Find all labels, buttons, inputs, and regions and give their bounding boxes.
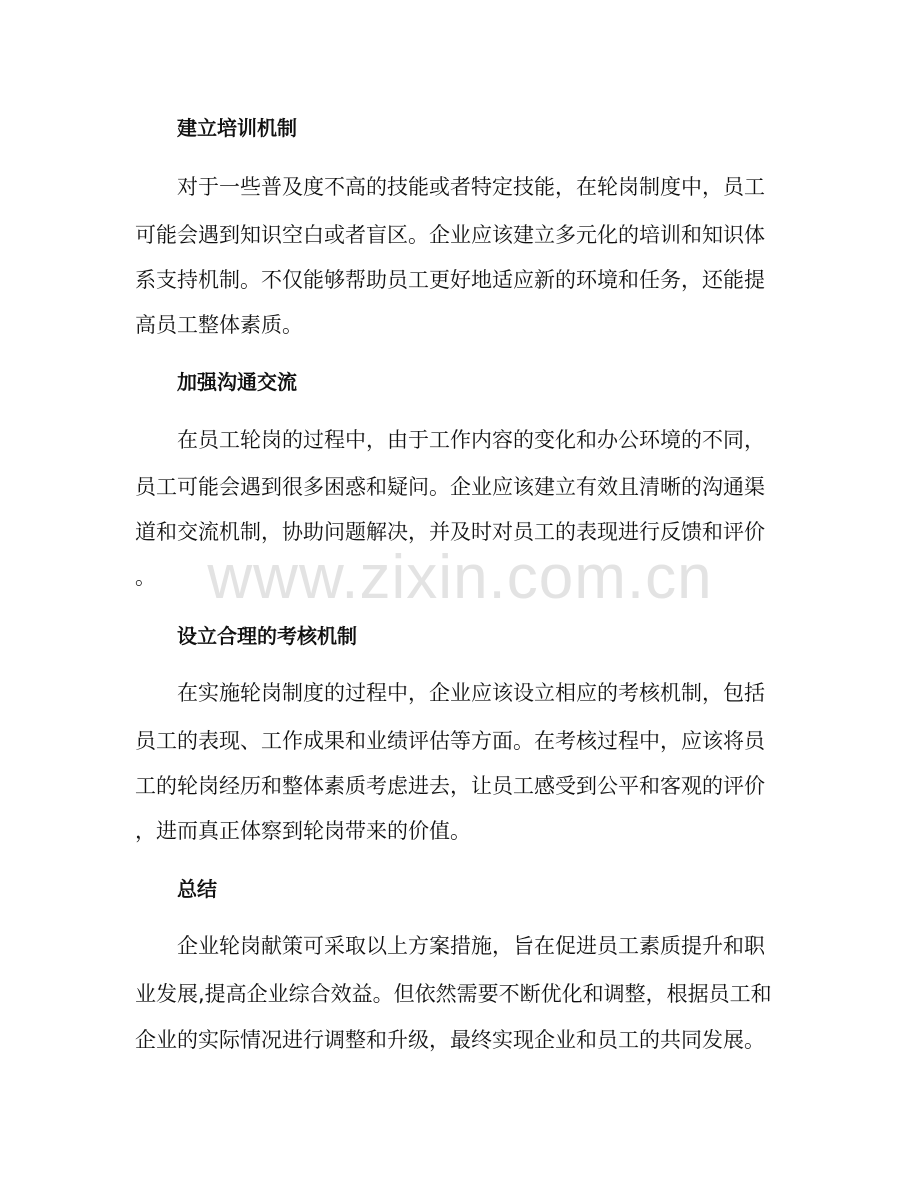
section-heading: 建立培训机制 (177, 116, 297, 140)
paragraph-line: 企业的实际情况进行调整和升级，最终实现企业和员工的共同发展。 (135, 1028, 765, 1052)
section-heading: 总结 (177, 877, 217, 901)
paragraph-line: 工的轮岗经历和整体素质考虑进去，让员工感受到公平和客观的评价 (135, 774, 765, 798)
paragraph-line: 可能会遇到知识空白或者盲区。企业应该建立多元化的培训和知识体 (135, 223, 765, 247)
paragraph-line: 高员工整体素质。 (135, 313, 303, 337)
section-heading: 加强沟通交流 (177, 370, 297, 394)
paragraph-line: 员工的表现、工作成果和业绩评估等方面。在考核过程中，应该将员 (135, 729, 765, 753)
paragraph-line: 系支持机制。不仅能够帮助员工更好地适应新的环境和任务，还能提 (135, 268, 765, 292)
paragraph-line: 员工可能会遇到很多困惑和疑问。企业应该建立有效且清晰的沟通渠 (135, 475, 765, 499)
paragraph-line: 道和交流机制，协助问题解决，并及时对员工的表现进行反馈和评价 (135, 520, 765, 544)
paragraph-line: 在员工轮岗的过程中，由于工作内容的变化和办公环境的不同， (177, 428, 765, 452)
watermark: www.zixin.com.cn (207, 543, 713, 612)
paragraph-line: 企业轮岗献策可采取以上方案措施，旨在促进员工素质提升和职 (177, 934, 765, 958)
paragraph-line: 对于一些普及度不高的技能或者特定技能，在轮岗制度中，员工 (177, 175, 765, 199)
section-heading: 设立合理的考核机制 (177, 624, 357, 648)
paragraph-line: ，进而真正体察到轮岗带来的价值。 (135, 819, 471, 843)
paragraph-line: 。 (135, 565, 156, 589)
paragraph-line: 在实施轮岗制度的过程中，企业应该设立相应的考核机制，包括 (177, 681, 765, 705)
paragraph-line: 业发展,提高企业综合效益。但依然需要不断优化和调整，根据员工和 (135, 982, 772, 1006)
